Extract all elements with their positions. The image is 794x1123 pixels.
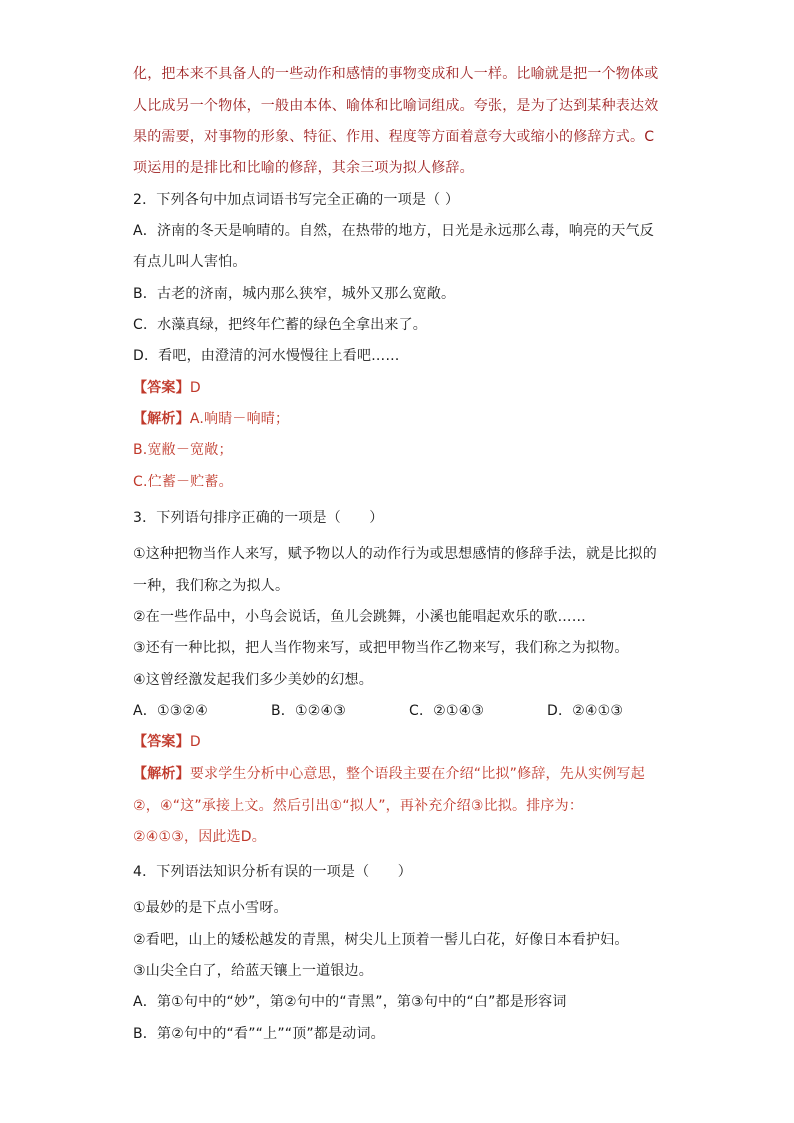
- answer-value: D: [189, 734, 201, 750]
- q3-option-c: C．②①④③: [409, 703, 485, 719]
- q4-sentence: ②看吧，山上的矮松越发的青黑，树尖儿上顶着一髻儿白花，好像日本看护妇。: [133, 932, 629, 948]
- question-3-stem: 3．下列语句排序正确的一项是（ ）: [133, 510, 384, 526]
- q3-analysis: [133, 764, 645, 784]
- q2-analysis: [133, 409, 289, 429]
- answer-tag: 【答案】: [133, 380, 190, 396]
- analysis-tag: 【解析】: [133, 411, 190, 427]
- q3-sentence: ④这曾经激发起我们多少美妙的幻想。: [133, 672, 373, 688]
- q3-sentence: 一种，我们称之为拟人。: [133, 578, 290, 594]
- analysis-text: 要求学生分析中心意思，整个语段主要在介绍“比拟”修辞，先从实例写起: [189, 766, 645, 782]
- q2-option-a-cont: 有点儿叫人害怕。: [133, 254, 247, 270]
- q2-answer: [133, 378, 201, 398]
- q4-option-b: B．第②句中的“看”“上”“顶”都是动词。: [133, 1026, 385, 1042]
- q3-sentence: ②在一些作品中，小鸟会说话，鱼儿会跳舞，小溪也能唱起欢乐的歌……: [133, 609, 586, 625]
- q3-option-b: B．①②④③: [271, 703, 347, 719]
- question-2-stem: 2．下列各句中加点词语书写完全正确的一项是（ ）: [133, 192, 460, 208]
- q2-option-c: C．水藻真绿，把终年伫蓄的绿色全拿出来了。: [133, 317, 427, 333]
- q3-option-d: D．②④①③: [547, 703, 624, 719]
- q2-analysis-line: B.宽敝－宽敞；: [133, 442, 233, 458]
- q2-option-d: D．看吧，由澄清的河水慢慢往上看吧……: [133, 348, 400, 364]
- q2-analysis-line: C.伫蓄－贮蓄。: [133, 474, 233, 490]
- q3-sentence: ③还有一种比拟，把人当作物来写，或把甲物当作乙物来写，我们称之为拟物。: [133, 640, 629, 656]
- prev-analysis-line: 人比成另一个物体，一般由本体、喻体和比喻词组成。夸张，是为了达到某种表达效: [133, 98, 659, 114]
- q4-option-a: A．第①句中的“妙”，第②句中的“青黑”，第③句中的“白”都是形容词: [133, 994, 567, 1010]
- q4-sentence: ①最妙的是下点小雪呀。: [133, 900, 288, 916]
- analysis-tag: 【解析】: [133, 766, 190, 782]
- question-4-stem: 4．下列语法知识分析有误的一项是（ ）: [133, 864, 412, 880]
- q3-analysis-line: ②，④“这”承接上文。然后引出①“拟人”，再补充介绍③比拟。排序为：: [133, 798, 584, 814]
- prev-analysis-line: 化，把本来不具备人的一些动作和感情的事物变成和人一样。比喻就是把一个物体或: [133, 66, 659, 82]
- q4-sentence: ③山尖全白了，给蓝天镶上一道银边。: [133, 963, 373, 979]
- prev-analysis-line: 果的需要，对事物的形象、特征、作用、程度等方面着意夸大或缩小的修辞方式。C: [133, 129, 655, 145]
- q3-answer: [133, 732, 201, 752]
- q3-analysis-line: ②④①③，因此选D。: [133, 829, 266, 845]
- answer-value: D: [189, 380, 201, 396]
- q2-option-a: A．济南的冬天是响晴的。自然，在热带的地方，日光是永远那么毒，响亮的天气反: [133, 223, 654, 239]
- analysis-text: A.响睛－响晴；: [189, 411, 290, 427]
- q2-option-b: B．古老的济南，城内那么狭窄，城外又那么宽敞。: [133, 286, 456, 302]
- q3-sentence: ①这种把物当作人来写，赋予物以人的动作行为或思想感情的修辞手法，就是比拟的: [133, 546, 657, 562]
- prev-analysis-line: 项运用的是排比和比喻的修辞，其余三项为拟人修辞。: [133, 160, 474, 176]
- q3-option-a: A．①③②④: [133, 703, 208, 719]
- q3-options: [133, 701, 623, 721]
- answer-tag: 【答案】: [133, 734, 190, 750]
